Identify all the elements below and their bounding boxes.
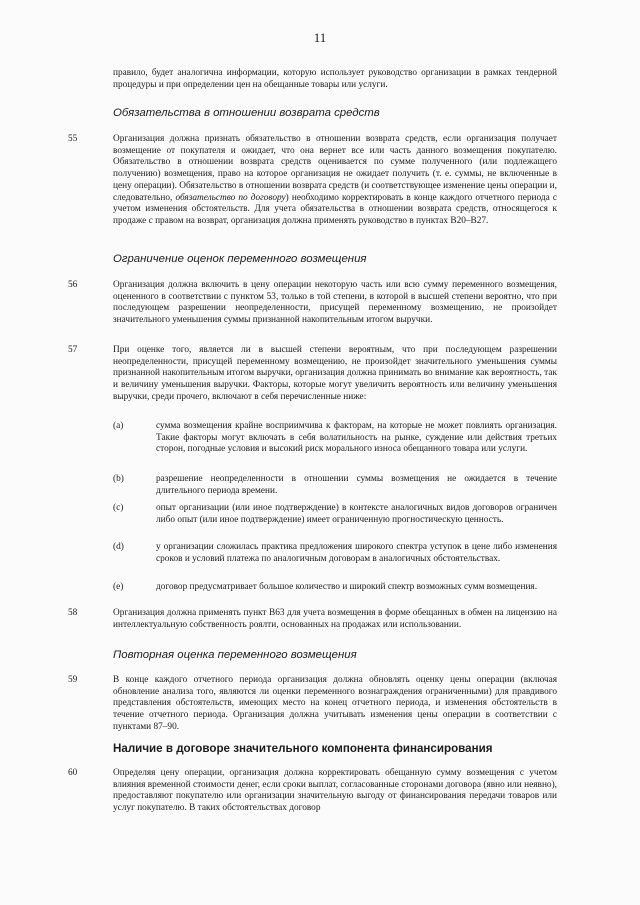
list-item-e	[113, 582, 557, 594]
paragraph-number-60: 60	[68, 768, 78, 778]
list-item-label: (b)	[113, 474, 124, 484]
paragraph-58: Организация должна применять пункт B63 для учета возмещения в форме обещанных в обмен на лицензию на интеллектуальную собственность роялти, основанных на продажах или использовании.	[113, 608, 557, 630]
list-item-label: (e)	[113, 582, 124, 592]
list-item-text: сумма возмещения крайне восприимчива к факторам, на которые не может повлиять организация. Такие факторы могут включать в себя волатильность на рынке, суждение или действия третьих сторон, погодные условия и высокий риск морального износа обещанного товара или услуги.	[156, 421, 557, 455]
paragraph-number-58: 58	[68, 608, 78, 618]
list-item-text: у организации сложилась практика предложения широкого спектра уступок в цене либо изменения сроков и условий платежа по аналогичным договорам в аналогичных обстоятельствах.	[156, 542, 557, 564]
paragraph-number-57: 57	[68, 345, 78, 355]
list-item-b	[113, 474, 557, 497]
list-item-d	[113, 542, 557, 565]
intro-paragraph: правило, будет аналогична информации, которую использует руководство организации в рамках тендерной процедуры и при определении цен на обещанные товары или услуги.	[113, 68, 557, 90]
heading-reassessment: Повторная оценка переменного возмещения	[113, 649, 357, 661]
list-item-c	[113, 503, 557, 526]
paragraph-number-55: 55	[68, 134, 78, 144]
paragraph-number-56: 56	[68, 280, 78, 290]
list-item-label: (c)	[113, 503, 124, 513]
paragraph-59: В конце каждого отчетного периода организация должна обновлять оценку цены операции (включая обновление анализа того, являются ли оценки переменного вознаграждения ограниченными) для правдивого представления обстоятельств, имеющих место на конец отчетного периода, и изменения обстоятельств в течение отчетного периода. Организация должна учитывать изменения цены операции в соответствии с пунктами 87–90.	[113, 675, 557, 732]
list-item-label: (d)	[113, 542, 124, 552]
heading-constraining-estimates: Ограничение оценок переменного возмещения	[113, 253, 367, 265]
paragraph-55-italic: обязательство по договору	[175, 192, 286, 203]
paragraph-60: Определяя цену операции, организация должна корректировать обещанную сумму возмещения с учетом влияния временной стоимости денег, если сроки выплат, согласованные сторонами договора (явно или неявно), предоставляют покупателю или организации значительную выгоду от финансирования передачи товаров или услуг покупателю. В таких обстоятельствах договор	[113, 768, 557, 814]
heading-refund-liabilities: Обязательства в отношении возврата средств	[113, 107, 380, 119]
paragraph-55-part2: ) необходимо корректировать в конце каждого отчетного периода с учетом изменения обстоятельств. Для учета обязательства в отношении возврата средств, относящегося к продаже с правом на возврат, организация должна применять руководство в пунктах B20–B27.	[113, 192, 558, 226]
heading-financing-component: Наличие в договоре значительного компонента финансирования	[113, 742, 493, 755]
paragraph-number-59: 59	[68, 675, 78, 685]
paragraph-56: Организация должна включить в цену операции некоторую часть или всю сумму переменного возмещения, оцененного в соответствии с пунктом 53, только в той степени, в которой в высшей степени вероятно, что при последующем разрешении неопределенности, присущей переменному возмещению, не произойдет значительного уменьшения суммы признанной накопительным итогом выручки.	[113, 280, 557, 326]
page-number: 11	[313, 30, 327, 45]
list-item-label: (a)	[113, 421, 124, 431]
paragraph-57: При оценке того, является ли в высшей степени вероятным, что при последующем разрешении неопределенности, присущей переменному возмещению, не произойдет значительного уменьшения суммы признанной накопительным итогом выручки, организация должна принимать во внимание как вероятность, так и величину уменьшения выручки. Факторы, которые могут увеличить вероятность или величину уменьшения выручки, среди прочего, включают в себя перечисленные ниже:	[113, 345, 557, 402]
list-item-text: договор предусматривает большое количество и широкий спектр возможных сумм возмещения.	[156, 582, 538, 592]
list-item-a	[113, 421, 557, 456]
list-item-text: опыт организации (или иное подтверждение) в контексте аналогичных видов договоров ограничен либо опыт (или иное подтверждение) имеет ограниченную прогностическую ценность.	[156, 503, 557, 525]
list-item-text: разрешение неопределенности в отношении суммы возмещения не ожидается в течение длительного периода времени.	[156, 474, 557, 496]
paragraph-55-part1: Организация должна признать обязательство в отношении возврата средств, если организация получает возмещение от покупателя и ожидает, что она вернет все или часть данного возмещения покупателю. Обязательство в отношении возврата средств оценивается по сумме полученного (или подлежащего получению) возмещения, право на которое организация не ожидает получить (т. е. суммы, не включенные в цену операции). Обязательство в отношении возврата средств (и соответствующее изменение цены операции и, следовательно,	[113, 134, 557, 203]
paragraph-55	[113, 134, 557, 228]
